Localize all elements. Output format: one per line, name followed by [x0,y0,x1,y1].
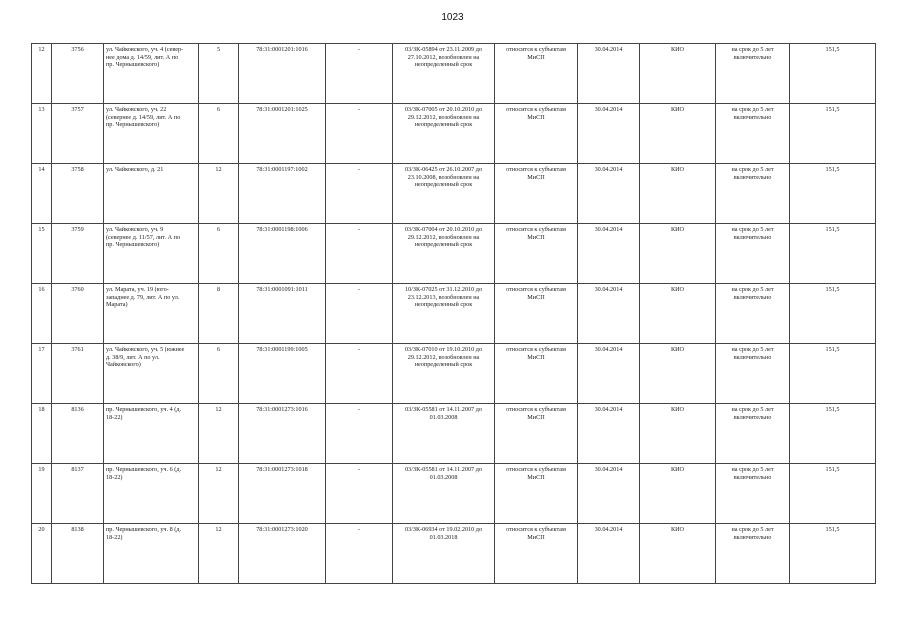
address-cell: пр. Чернышевского, уч. 8 (д. 18-22) [104,524,199,584]
cadastral-number: 78:31:0001201:1025 [239,104,326,164]
places-count: 12 [199,464,239,524]
subject-status: относится к субъектам МиСП [495,104,578,164]
table-row [32,44,876,104]
places-count: 12 [199,524,239,584]
address-cell: ул. Чайковского, уч. 22 (севернее д. 14/59, лит. А по пр. Чернышевского) [104,104,199,164]
cadastral-number: 78:31:0001199:1005 [239,344,326,404]
date-cell: 30.04.2014 [578,284,640,344]
price-cell: 151,5 [790,44,876,104]
price-cell: 151,5 [790,164,876,224]
organization-cell: КИО [640,224,716,284]
subject-status: относится к субъектам МиСП [495,404,578,464]
price-cell: 151,5 [790,404,876,464]
term-cell: на срок до 5 лет включительно [716,404,790,464]
object-code: 3758 [52,164,104,224]
address-cell: ул. Чайковского, уч. 5 (южнее д. 38/9, лит. А по ул. Чайковского) [104,344,199,404]
row-number: 18 [32,404,52,464]
subject-status: относится к субъектам МиСП [495,344,578,404]
object-code: 3759 [52,224,104,284]
date-cell: 30.04.2014 [578,404,640,464]
empty-dash: - [326,404,393,464]
places-count: 5 [199,44,239,104]
organization-cell: КИО [640,44,716,104]
contract-info: 03/ЗК-07010 от 19.10.2010 до 29.12.2012, возобновлен на неопределенный срок [393,344,495,404]
organization-cell: КИО [640,104,716,164]
row-number: 20 [32,524,52,584]
places-count: 12 [199,164,239,224]
contract-info: 03/ЗК-05894 от 23.11.2009 до 27.10.2012, возобновлен на неопределенный срок [393,44,495,104]
table-row [32,104,876,164]
date-cell: 30.04.2014 [578,44,640,104]
price-cell: 151,5 [790,224,876,284]
organization-cell: КИО [640,164,716,224]
object-code: 8136 [52,404,104,464]
contract-info: 03/ЗК-07004 от 20.10.2010 до 29.12.2012, возобновлен на неопределенный срок [393,224,495,284]
subject-status: относится к субъектам МиСП [495,224,578,284]
date-cell: 30.04.2014 [578,164,640,224]
table-row [32,404,876,464]
table-row [32,284,876,344]
cadastral-number: 78:31:0001273:1020 [239,524,326,584]
places-count: 6 [199,224,239,284]
object-code: 3761 [52,344,104,404]
row-number: 14 [32,164,52,224]
empty-dash: - [326,524,393,584]
subject-status: относится к субъектам МиСП [495,464,578,524]
address-cell: ул. Чайковского, уч. 9 (севернее д. 11/57, лит. А по пр. Чернышевского) [104,224,199,284]
places-count: 12 [199,404,239,464]
row-number: 19 [32,464,52,524]
term-cell: на срок до 5 лет включительно [716,224,790,284]
organization-cell: КИО [640,524,716,584]
empty-dash: - [326,224,393,284]
contract-info: 03/ЗК-05581 от 14.11.2007 до 01.03.2008 [393,404,495,464]
price-cell: 151,5 [790,284,876,344]
contract-info: 03/ЗК-06425 от 26.10.2007 до 23.10.2008, возобновлен на неопределенный срок [393,164,495,224]
cadastral-number: 78:31:0001273:1018 [239,464,326,524]
object-code: 3760 [52,284,104,344]
cadastral-number: 78:31:0001197:1002 [239,164,326,224]
date-cell: 30.04.2014 [578,224,640,284]
row-number: 17 [32,344,52,404]
price-cell: 151,5 [790,464,876,524]
price-cell: 151,5 [790,344,876,404]
empty-dash: - [326,464,393,524]
places-count: 6 [199,344,239,404]
contract-info: 03/ЗК-06934 от 19.02.2010 до 01.03.2018 [393,524,495,584]
term-cell: на срок до 5 лет включительно [716,44,790,104]
registry-table [31,43,876,584]
contract-info: 03/ЗК-07005 от 20.10.2010 до 29.12.2012, возобновлен на неопределенный срок [393,104,495,164]
table-row [32,164,876,224]
empty-dash: - [326,44,393,104]
page-number: 1023 [441,12,464,23]
table-row [32,524,876,584]
empty-dash: - [326,284,393,344]
subject-status: относится к субъектам МиСП [495,284,578,344]
term-cell: на срок до 5 лет включительно [716,104,790,164]
object-code: 8137 [52,464,104,524]
address-cell: ул. Чайковского, д. 21 [104,164,199,224]
date-cell: 30.04.2014 [578,464,640,524]
table-row [32,224,876,284]
table-row [32,344,876,404]
organization-cell: КИО [640,344,716,404]
date-cell: 30.04.2014 [578,104,640,164]
price-cell: 151,5 [790,104,876,164]
cadastral-number: 78:31:0001201:1016 [239,44,326,104]
cadastral-number: 78:31:0001273:1016 [239,404,326,464]
subject-status: относится к субъектам МиСП [495,524,578,584]
date-cell: 30.04.2014 [578,524,640,584]
term-cell: на срок до 5 лет включительно [716,344,790,404]
term-cell: на срок до 5 лет включительно [716,464,790,524]
organization-cell: КИО [640,284,716,344]
cadastral-number: 78:31:0001198:1006 [239,224,326,284]
term-cell: на срок до 5 лет включительно [716,164,790,224]
object-code: 3756 [52,44,104,104]
contract-info: 10/ЗК-07025 от 31.12.2010 до 23.12.2013, возобновлен на неопределенный срок [393,284,495,344]
places-count: 6 [199,104,239,164]
row-number: 15 [32,224,52,284]
row-number: 12 [32,44,52,104]
address-cell: ул. Марата, уч. 19 (юго- западнее д. 79, лит. А по ул. Марата) [104,284,199,344]
organization-cell: КИО [640,464,716,524]
empty-dash: - [326,164,393,224]
table-row [32,464,876,524]
row-number: 16 [32,284,52,344]
places-count: 8 [199,284,239,344]
price-cell: 151,5 [790,524,876,584]
address-cell: ул. Чайковского, уч. 4 (север- нее дома д. 14/59, лит. А по пр. Чернышевского) [104,44,199,104]
address-cell: пр. Чернышевского, уч. 4 (д. 18-22) [104,404,199,464]
organization-cell: КИО [640,404,716,464]
empty-dash: - [326,104,393,164]
contract-info: 03/ЗК-05581 от 14.11.2007 до 01.03.2008 [393,464,495,524]
object-code: 8138 [52,524,104,584]
row-number: 13 [32,104,52,164]
object-code: 3757 [52,104,104,164]
subject-status: относится к субъектам МиСП [495,164,578,224]
term-cell: на срок до 5 лет включительно [716,524,790,584]
empty-dash: - [326,344,393,404]
cadastral-number: 78:31:0001091:1011 [239,284,326,344]
date-cell: 30.04.2014 [578,344,640,404]
term-cell: на срок до 5 лет включительно [716,284,790,344]
address-cell: пр. Чернышевского, уч. 6 (д. 18-22) [104,464,199,524]
subject-status: относится к субъектам МиСП [495,44,578,104]
